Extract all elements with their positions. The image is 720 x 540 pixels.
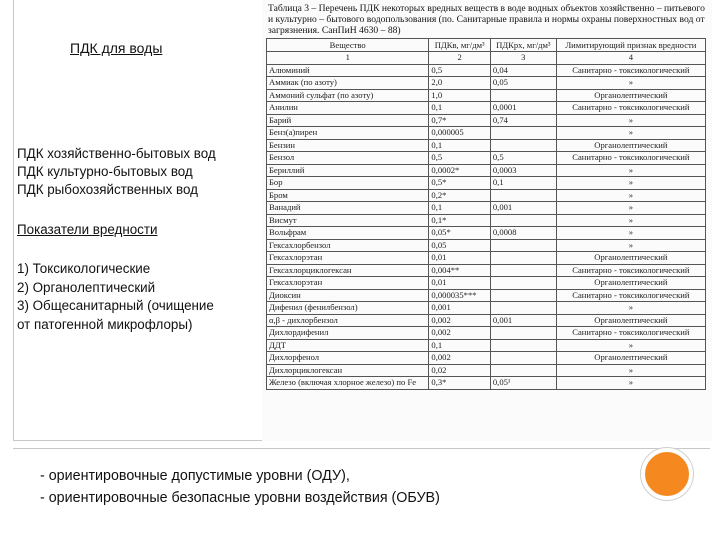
table-row <box>267 302 706 315</box>
harm-sign-cell: Санитарно - токсикологический <box>556 289 705 302</box>
substance-cell: Бор <box>267 177 429 190</box>
pdk-water-cell: 0,001 <box>429 302 490 315</box>
pdk-line-household: ПДК хозяйственно-бытовых вод <box>17 146 216 161</box>
substance-cell: Аммиак (по азоту) <box>267 77 429 90</box>
table-row <box>267 252 706 265</box>
pdk-fish-cell <box>490 252 556 265</box>
substance-cell: Гексахлорбензол <box>267 239 429 252</box>
table-row <box>267 139 706 152</box>
substance-cell: Ванадий <box>267 202 429 215</box>
harm-sign-cell: Органолептический <box>556 139 705 152</box>
pdk-line-fishery: ПДК рыбохозяйственных вод <box>17 182 198 197</box>
harm-sign-cell: Санитарно - токсикологический <box>556 64 705 77</box>
pdk-water-cell: 0,0002* <box>429 164 490 177</box>
pdk-fish-cell: 0,001 <box>490 202 556 215</box>
pdk-line-cultural: ПДК культурно-бытовых вод <box>17 164 193 179</box>
substance-cell: Дихлорфенол <box>267 352 429 365</box>
pdk-water-cell: 0,7* <box>429 114 490 127</box>
table-row <box>267 327 706 340</box>
harm-sign-cell: Органолептический <box>556 89 705 102</box>
harm-sign-cell: Санитарно - токсикологический <box>556 152 705 165</box>
table-row <box>267 239 706 252</box>
pdk-water-cell: 1,0 <box>429 89 490 102</box>
pdk-water-cell: 0,1* <box>429 214 490 227</box>
harm-sign-cell: Органолептический <box>556 252 705 265</box>
substance-cell: Бром <box>267 189 429 202</box>
pdk-fish-cell <box>490 189 556 202</box>
col-number: 3 <box>490 52 556 65</box>
pdk-water-cell: 0,5 <box>429 64 490 77</box>
header-substance: Вещество <box>267 39 429 52</box>
harm-item: от патогенной микрофлоры) <box>17 316 193 332</box>
substance-cell: Гексахлорэтан <box>267 252 429 265</box>
pdk-fish-cell: 0,001 <box>490 314 556 327</box>
substance-cell: Гексахлорциклогексан <box>267 264 429 277</box>
table-body <box>267 64 706 389</box>
table-row <box>267 277 706 290</box>
pdk-fish-cell: 0,0003 <box>490 164 556 177</box>
pdk-fish-cell <box>490 239 556 252</box>
harm-sign-cell: » <box>556 214 705 227</box>
substance-cell: Дифенил (фенилбензол) <box>267 302 429 315</box>
harm-item: 3) Общесанитарный (очищение <box>17 298 214 313</box>
harm-item: 2) Органолептический <box>17 279 156 295</box>
substance-cell: Бериллий <box>267 164 429 177</box>
pdk-water-cell: 0,2* <box>429 189 490 202</box>
harm-sign-cell: » <box>556 227 705 240</box>
pdk-water-cell: 0,02 <box>429 364 490 377</box>
pdk-water-cell: 0,5* <box>429 177 490 190</box>
substance-cell: Бенз(а)пирен <box>267 127 429 140</box>
substance-cell: Барий <box>267 114 429 127</box>
pdk-water-cell: 0,000035*** <box>429 289 490 302</box>
pdk-fish-cell: 0,1 <box>490 177 556 190</box>
pdk-water-cell: 0,5 <box>429 152 490 165</box>
table-row <box>267 89 706 102</box>
harm-sign-cell: Органолептический <box>556 314 705 327</box>
decorative-circle <box>641 448 693 500</box>
harm-sign-cell: » <box>556 302 705 315</box>
harm-sign-cell: » <box>556 127 705 140</box>
pdk-water-cell: 0,1 <box>429 139 490 152</box>
pdk-fish-cell: 0,04 <box>490 64 556 77</box>
substance-cell: Гексахлорэтан <box>267 277 429 290</box>
substance-cell: Железо (включая хлорное железо) по Fe <box>267 377 429 390</box>
pdk-table-image <box>262 0 712 441</box>
table-row <box>267 202 706 215</box>
pdk-water-cell: 0,05* <box>429 227 490 240</box>
pdk-water-cell: 0,1 <box>429 339 490 352</box>
pdk-fish-cell <box>490 302 556 315</box>
header-harm-sign: Лимитирующий признак вредности <box>556 39 705 52</box>
substance-cell: Алюминий <box>267 64 429 77</box>
pdk-fish-cell: 0,05 <box>490 77 556 90</box>
table-row <box>267 164 706 177</box>
pdk-fish-cell <box>490 127 556 140</box>
substance-cell: Аммоний сульфат (по азоту) <box>267 89 429 102</box>
pdk-water-cell: 2,0 <box>429 77 490 90</box>
pdk-fish-cell <box>490 139 556 152</box>
col-number: 2 <box>429 52 490 65</box>
pdk-fish-cell <box>490 352 556 365</box>
pdk-water-cell: 0,1 <box>429 202 490 215</box>
pdk-fish-cell <box>490 214 556 227</box>
table-caption: Таблица 3 – Перечень ПДК некоторых вредных веществ в воде водных объектов хозяйственно – питьевого и культурно – бытового водопользования (по. Санитарные правила и нормы охраны поверхностных вод от загрязнения. СанПиН 4630 – 88) <box>268 3 705 36</box>
table-row <box>267 189 706 202</box>
harm-sign-cell: Органолептический <box>556 352 705 365</box>
footer-divider <box>13 448 710 449</box>
substance-cell: Бензин <box>267 139 429 152</box>
table-row <box>267 289 706 302</box>
harm-sign-cell: Санитарно - токсикологический <box>556 264 705 277</box>
header-pdk-fish: ПДКрх, мг/дм³ <box>490 39 556 52</box>
substance-cell: Вольфрам <box>267 227 429 240</box>
table-row <box>267 152 706 165</box>
pdk-water-cell: 0,002 <box>429 327 490 340</box>
harm-sign-cell: » <box>556 77 705 90</box>
pdk-water-cell: 0,002 <box>429 352 490 365</box>
substance-cell: ДДТ <box>267 339 429 352</box>
harm-heading: Показатели вредности <box>17 222 158 237</box>
harm-list <box>17 260 214 334</box>
footer-text <box>40 465 440 509</box>
substance-cell: α,β - дихлорбензол <box>267 314 429 327</box>
col-number: 4 <box>556 52 705 65</box>
pdk-fish-cell <box>490 364 556 377</box>
harm-sign-cell: Органолептический <box>556 277 705 290</box>
harm-sign-cell: Санитарно - токсикологический <box>556 327 705 340</box>
slide-title: ПДК для воды <box>70 40 163 56</box>
substance-cell: Диоксин <box>267 289 429 302</box>
pdk-water-cell: 0,01 <box>429 277 490 290</box>
table-row <box>267 127 706 140</box>
table-row <box>267 364 706 377</box>
table-row <box>267 227 706 240</box>
harm-sign-cell: » <box>556 339 705 352</box>
col-number: 1 <box>267 52 429 65</box>
harm-sign-cell: Санитарно - токсикологический <box>556 102 705 115</box>
table-row <box>267 214 706 227</box>
harm-sign-cell: » <box>556 189 705 202</box>
pdk-water-cell: 0,004** <box>429 264 490 277</box>
pdk-fish-cell <box>490 89 556 102</box>
table-row <box>267 314 706 327</box>
table-row <box>267 377 706 390</box>
table-row <box>267 114 706 127</box>
pdk-water-cell: 0,05 <box>429 239 490 252</box>
table-row <box>267 77 706 90</box>
pdk-water-cell: 0,1 <box>429 102 490 115</box>
substance-cell: Висмут <box>267 214 429 227</box>
pdk-fish-cell <box>490 264 556 277</box>
table-row <box>267 352 706 365</box>
pdk-water-cell: 0,3* <box>429 377 490 390</box>
substance-cell: Бензол <box>267 152 429 165</box>
pdk-fish-cell <box>490 289 556 302</box>
harm-sign-cell: » <box>556 114 705 127</box>
pdk-fish-cell: 0,05¹ <box>490 377 556 390</box>
pdk-water-cell: 0,01 <box>429 252 490 265</box>
pdk-water-cell: 0,000005 <box>429 127 490 140</box>
pdk-fish-cell <box>490 339 556 352</box>
pdk-fish-cell: 0,5 <box>490 152 556 165</box>
harm-sign-cell: » <box>556 239 705 252</box>
substance-cell: Дихлорциклогексан <box>267 364 429 377</box>
table-row <box>267 264 706 277</box>
pdk-water-cell: 0,002 <box>429 314 490 327</box>
substance-cell: Дихлордифенил <box>267 327 429 340</box>
table-row <box>267 64 706 77</box>
pdk-fish-cell: 0,0001 <box>490 102 556 115</box>
harm-sign-cell: » <box>556 177 705 190</box>
harm-sign-cell: » <box>556 364 705 377</box>
harm-item: 1) Токсикологические <box>17 261 151 276</box>
harm-sign-cell: » <box>556 377 705 390</box>
harm-sign-cell: » <box>556 202 705 215</box>
footer-line-odu: - ориентировочные допустимые уровни (ОДУ), <box>40 468 350 484</box>
harm-sign-cell: » <box>556 164 705 177</box>
pdk-fish-cell: 0,0008 <box>490 227 556 240</box>
pdk-fish-cell <box>490 327 556 340</box>
header-pdk-water: ПДКв, мг/дм³ <box>429 39 490 52</box>
table-row <box>267 177 706 190</box>
pdk-fish-cell <box>490 277 556 290</box>
footer-line-obuv: - ориентировочные безопасные уровни воздействия (ОБУВ) <box>40 490 440 506</box>
table-row <box>267 102 706 115</box>
pdk-fish-cell: 0,74 <box>490 114 556 127</box>
pdk-table <box>266 38 706 390</box>
substance-cell: Анилин <box>267 102 429 115</box>
table-row <box>267 339 706 352</box>
